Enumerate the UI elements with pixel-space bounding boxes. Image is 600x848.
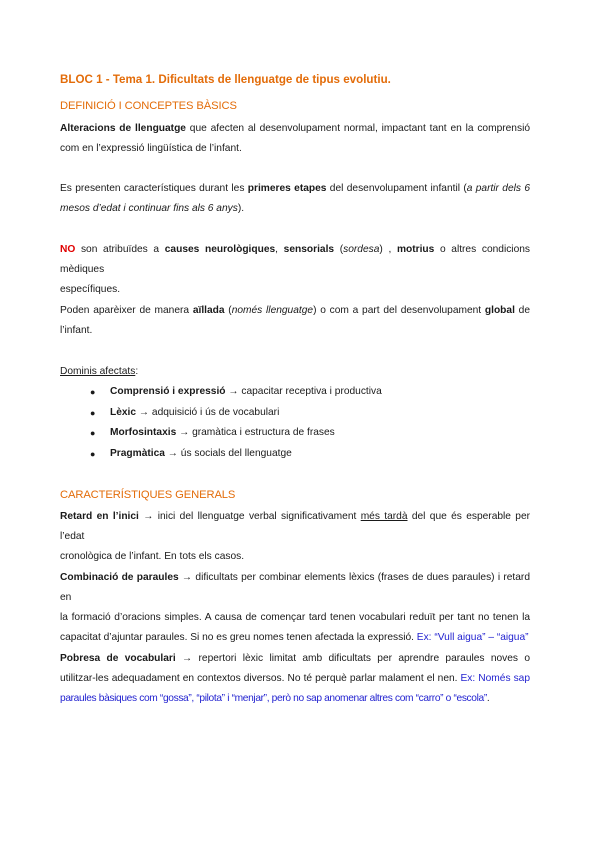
bold-term: Morfosintaxis: [110, 427, 177, 439]
paragraph-line: [60, 301, 530, 321]
bold-term: sensorials: [283, 244, 335, 255]
underlined-label: Dominis afectats: [60, 366, 136, 377]
bold-term: Retard en l’inici: [60, 511, 139, 522]
text-run: → repertori lèxic limitat amb dificultats per aprendre paraules noves o: [175, 653, 530, 664]
text-run: (: [224, 305, 232, 316]
bullet-icon: ●: [90, 387, 96, 397]
text-run: del desenvolupament infantil (: [326, 183, 467, 194]
bullet-icon: ●: [90, 428, 96, 439]
text-run: .: [486, 693, 490, 704]
paragraph-line: l’infant.: [60, 325, 93, 336]
paragraph-retard: [60, 507, 530, 567]
paragraph-line: com en l’expressió lingüística de l’infant.: [60, 143, 242, 154]
paragraph-line: [60, 507, 530, 547]
text-run: (: [334, 244, 344, 255]
text-run: :: [135, 366, 139, 377]
paragraph-line: [60, 689, 530, 709]
text-run: capacitat d’ajuntar paraules. Si no es greu nomes tenen afectada la expressió.: [60, 632, 417, 643]
text-run: → gramàtica i estructura de frases: [176, 427, 335, 439]
paragraph-line: [60, 179, 530, 199]
paragraph-line: [60, 240, 530, 280]
text-run: Es presenten característiques durant les: [60, 183, 248, 194]
italic-text: només llenguatge: [231, 305, 314, 316]
text-run: ,: [275, 244, 284, 255]
text-run: → inici del llenguatge verbal significativament: [138, 511, 361, 522]
text-run: Poden aparèixer de manera: [60, 305, 193, 316]
bold-term: motrius: [396, 244, 435, 255]
text-run: que afecten al desenvolupament normal, impactant tant en la comprensió: [185, 123, 531, 134]
text-run: del que és esperable per l’edat: [60, 511, 531, 542]
bullet-icon: ●: [90, 407, 96, 418]
document-title: BLOC 1 - Tema 1. Dificultats de llenguatge de tipus evolutiu.: [60, 73, 391, 86]
text-run: de: [514, 305, 530, 316]
text-run: ).: [237, 203, 245, 214]
paragraph-line: [60, 119, 530, 139]
list-item: [60, 444, 530, 465]
bullet-icon: ●: [90, 449, 96, 460]
paragraph-line: [60, 628, 530, 648]
emphasis-no: NO: [60, 244, 76, 255]
bold-term: Pobresa de vocabulari: [60, 653, 176, 664]
italic-text: mesos d’edat i continuar fins als 6 anys: [60, 203, 238, 214]
paragraph-causes: [60, 240, 530, 300]
bold-term: Lèxic: [110, 406, 137, 418]
text-run: → capacitar receptiva i productiva: [225, 386, 382, 397]
list-item: [60, 382, 530, 403]
paragraph-line: la formació d’oracions simples. A causa de començar tard tenen vocabulari reduït per tant no tenen la: [60, 612, 530, 623]
example-text: Ex: “Vull aigua” – “aigua”: [416, 632, 529, 643]
bold-term: primeres etapes: [247, 183, 327, 194]
paragraph-line: [60, 568, 530, 608]
italic-text: sordesa: [343, 244, 380, 255]
bold-term: Comprensió i expressió: [110, 386, 226, 397]
underlined-text: més tardà: [360, 511, 408, 522]
domains-list: [60, 382, 530, 465]
domains-label: [60, 362, 530, 382]
bold-term: Alteracions de llenguatge: [60, 123, 186, 134]
text-run: → ús socials del llenguatge: [164, 448, 292, 460]
paragraph-pobresa: [60, 649, 530, 709]
bold-term: Combinació de paraules: [60, 572, 179, 583]
paragraph-line: [60, 199, 530, 219]
paragraph-line: [60, 649, 530, 669]
example-text: paraules bàsiques com “gossa”, “pilota” i “menjar”, però no sap anomenar altres com “carro” o “escola”: [60, 693, 487, 704]
list-item: [60, 423, 530, 444]
text-run: utilitzar-les adequadament en contextos diversos. No té perquè parlar malament el nen.: [60, 673, 461, 684]
example-text: Ex: Només sap: [460, 673, 530, 684]
paragraph-alteracions: [60, 119, 530, 159]
paragraph-line: específiques.: [60, 284, 121, 295]
text-run: → adquisició i ús de vocabulari: [136, 406, 280, 418]
bold-term: causes neurològiques: [164, 244, 276, 255]
italic-text: a partir dels 6: [466, 183, 530, 194]
paragraph-line: [60, 669, 530, 689]
list-item: [60, 403, 530, 424]
text-run: ) ,: [379, 244, 397, 255]
paragraph-line: cronològica de l’infant. En tots els casos.: [60, 551, 245, 562]
paragraph-aillada: [60, 301, 530, 341]
text-run: ) o com a part del desenvolupament: [313, 305, 485, 316]
text-run: o altres condicions mèdiques: [60, 244, 530, 275]
bold-term: Pragmàtica: [110, 448, 165, 460]
section-heading-definition: DEFINICIÓ I CONCEPTES BÀSICS: [60, 100, 237, 112]
bold-term: global: [484, 305, 515, 316]
text-run: son atribuïdes a: [75, 244, 165, 255]
paragraph-etapes: [60, 179, 530, 219]
paragraph-combinacio: [60, 568, 530, 648]
text-run: → dificultats per combinar elements lèxics (frases de dues paraules) i retard en: [60, 572, 530, 603]
section-heading-characteristics: CARACTERÍSTIQUES GENERALS: [60, 489, 236, 501]
bold-term: aïllada: [192, 305, 225, 316]
